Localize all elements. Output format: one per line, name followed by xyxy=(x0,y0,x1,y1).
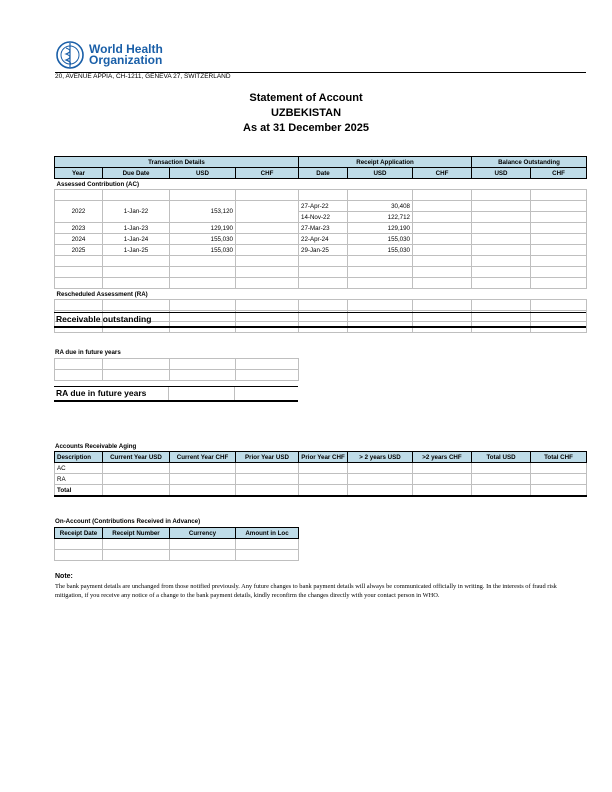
ra-future-total-label: RA due in future years xyxy=(56,388,147,398)
table-row xyxy=(55,539,299,550)
receipt-date-cell: 29-Jan-25 xyxy=(299,245,348,256)
note-text: The bank payment details are unchanged from those notified previously. Any future changes to bank payment details will always be communicated officially in writing. In the interests of fraud risk mitigation, if you receive any notice of a change to the bank payment details, kindly reconfirm the changes directly with your contact person in WHO. xyxy=(55,583,557,599)
col-total-usd: Total USD xyxy=(472,452,531,463)
usd-cell: 129,190 xyxy=(170,223,236,234)
col-balance-usd: USD xyxy=(472,168,531,179)
on-account-header-row xyxy=(55,528,299,539)
table-row xyxy=(55,485,587,497)
table-row xyxy=(55,234,587,245)
ra-future-total-row xyxy=(54,386,298,402)
usd-cell: 155,030 xyxy=(170,234,236,245)
ra-future-label: RA due in future years xyxy=(55,349,121,356)
table-row xyxy=(55,278,587,289)
due-date-cell: 1-Jan-23 xyxy=(103,223,170,234)
table-row xyxy=(55,300,587,311)
receipt-usd-cell: 155,030 xyxy=(348,245,413,256)
aging-total-label: Total xyxy=(55,485,103,497)
receipt-application-header: Receipt Application xyxy=(299,157,472,168)
receivable-outstanding-label: Receivable outstanding xyxy=(56,314,152,324)
receipt-usd-cell: 129,190 xyxy=(348,223,413,234)
col-year: Year xyxy=(55,168,103,179)
section-row xyxy=(55,289,587,300)
section-ac-label: Assessed Contribution (AC) xyxy=(56,180,140,188)
table-row xyxy=(55,474,587,485)
year-cell: 2022 xyxy=(55,201,103,223)
column-header-row xyxy=(55,168,587,179)
receipt-usd-cell: 155,030 xyxy=(348,234,413,245)
due-date-cell: 1-Jan-22 xyxy=(103,201,170,223)
col-amount-in-loc: Amount in Loc xyxy=(236,528,299,539)
receivable-outstanding-row xyxy=(54,312,586,328)
aging-ra-label: RA xyxy=(55,474,103,485)
country-name: UZBEKISTAN xyxy=(270,107,342,119)
aging-title: Accounts Receivable Aging xyxy=(55,443,137,450)
col-receipt-number: Receipt Number xyxy=(103,528,170,539)
aging-table xyxy=(54,451,587,497)
group-header-row xyxy=(55,157,587,168)
table-row xyxy=(55,245,587,256)
receipt-date-cell: 27-Apr-22 xyxy=(299,201,348,212)
col-over-2-years-usd: > 2 years USD xyxy=(348,452,413,463)
receipt-date-cell: 22-Apr-24 xyxy=(299,234,348,245)
on-account-title: On-Account (Contributions Received in Advance) xyxy=(55,518,201,525)
table-row xyxy=(55,550,299,561)
col-chf: CHF xyxy=(236,168,299,179)
aging-header-row xyxy=(55,452,587,463)
table-row xyxy=(55,359,299,370)
col-prior-year-usd: Prior Year USD xyxy=(236,452,299,463)
col-balance-chf: CHF xyxy=(531,168,587,179)
table-row xyxy=(55,190,587,201)
col-total-chf: Total CHF xyxy=(531,452,587,463)
year-cell: 2023 xyxy=(55,223,103,234)
receipt-date-cell: 27-Mar-23 xyxy=(299,223,348,234)
receipt-usd-cell: 122,712 xyxy=(348,212,413,223)
subtotal-row xyxy=(55,267,587,278)
due-date-cell: 1-Jan-24 xyxy=(103,234,170,245)
statement-date: As at 31 December 2025 xyxy=(243,122,369,134)
table-row xyxy=(55,370,299,381)
col-usd: USD xyxy=(170,168,236,179)
col-due-date: Due Date xyxy=(103,168,170,179)
org-name xyxy=(89,44,163,66)
col-receipt-chf: CHF xyxy=(413,168,472,179)
col-currency: Currency xyxy=(170,528,236,539)
ra-future-table xyxy=(54,358,299,381)
org-name-line1: World Health xyxy=(89,42,163,56)
usd-cell: 155,030 xyxy=(170,245,236,256)
table-row xyxy=(55,256,587,267)
statement-title: Statement of Account xyxy=(249,92,363,104)
section-ra-label: Rescheduled Assessment (RA) xyxy=(56,290,148,298)
col-over-2-years-chf: >2 years CHF xyxy=(413,452,472,463)
table-row xyxy=(55,223,587,234)
col-current-year-usd: Current Year USD xyxy=(103,452,170,463)
col-receipt-usd: USD xyxy=(348,168,413,179)
receipt-usd-cell: 30,408 xyxy=(348,201,413,212)
table-row xyxy=(55,201,587,212)
col-receipt-date: Date xyxy=(299,168,348,179)
org-name-line2: Organization xyxy=(89,53,163,67)
year-cell: 2024 xyxy=(55,234,103,245)
col-current-year-chf: Current Year CHF xyxy=(170,452,236,463)
table-row xyxy=(55,463,587,474)
statement-table xyxy=(54,156,587,333)
section-row xyxy=(55,179,587,190)
col-description: Description xyxy=(55,452,103,463)
who-emblem-icon xyxy=(55,40,85,70)
col-receipt-date: Receipt Date xyxy=(55,528,103,539)
note-heading: Note: xyxy=(55,573,73,580)
due-date-cell: 1-Jan-25 xyxy=(103,245,170,256)
who-logo xyxy=(55,40,163,70)
org-address: 20, AVENUE APPIA, CH-1211, GENEVA 27, SWITZERLAND xyxy=(55,73,231,80)
col-prior-year-chf: Prior Year CHF xyxy=(299,452,348,463)
aging-ac-label: AC xyxy=(55,463,103,474)
balance-outstanding-header: Balance Outstanding xyxy=(472,157,587,168)
on-account-table xyxy=(54,527,299,561)
transaction-details-header: Transaction Details xyxy=(55,157,299,168)
chf-cell xyxy=(236,201,299,223)
receipt-date-cell: 14-Nov-22 xyxy=(299,212,348,223)
usd-cell: 153,120 xyxy=(170,201,236,223)
year-cell: 2025 xyxy=(55,245,103,256)
